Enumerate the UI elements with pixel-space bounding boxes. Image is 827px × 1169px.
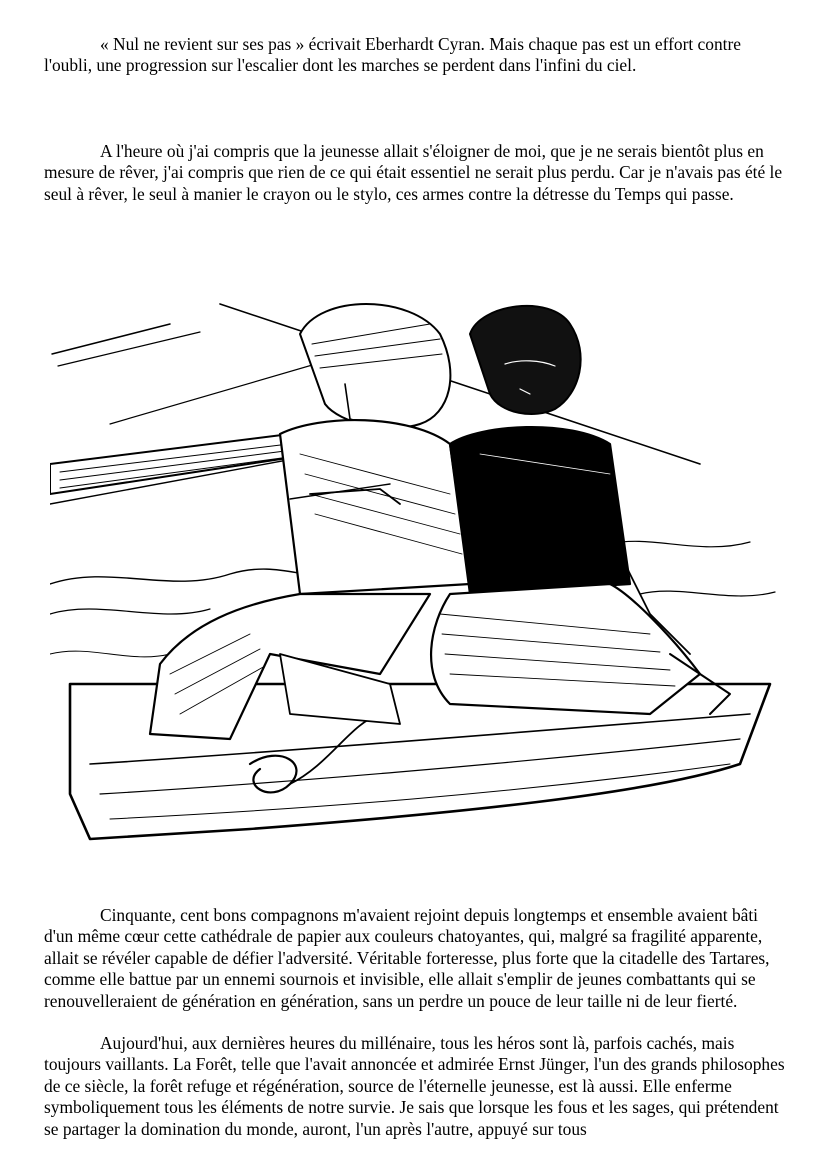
paragraph-1: « Nul ne revient sur ses pas » écrivait Eberhardt Cyran. Mais chaque pas est un effort contre l'oubli, une progression sur l'escalier dont les marches se perdent dans l'infini du ciel. [44, 34, 741, 76]
paragraph-4: Aujourd'hui, aux dernières heures du millénaire, tous les héros sont là, parfois cachés, mais toujours vaillants. La Forêt, telle que l'avait annoncée et admirée Ernst Jünger, l'un des grands philosophes de ce siècle, la forêt refuge et régénération, source de l'éternelle jeunesse, est là aussi. Elle enferme symboliquement tous les éléments de notre survie. Je sais que lorsque les fous et les sages, qui prétendent se partager la domination du monde, auront, l'un après l'autre, appuyé sur tous [44, 1033, 785, 1139]
paragraph-3: Cinquante, cent bons compagnons m'avaient rejoint depuis longtemps et ensemble avaient bâti d'un même cœur cette cathédrale de papier aux couleurs chatoyantes, qui, malgré sa fragilité apparente, allait se révéler capable de défier l'adversité. Véritable forteresse, plus forte que la citadelle des Tartares, comme elle battue par un ennemi sournois et invisible, elle allait s'emplir de jeunes combattants qui se renouvelleraient de génération en génération, sans un perdre un pouce de leur taille ni de leur fierté. [44, 905, 770, 1011]
paragraph-2: A l'heure où j'ai compris que la jeunesse allait s'éloigner de moi, que je ne serais bientôt plus en mesure de rêver, j'ai compris que rien de ce qui était essentiel ne serait plus perdu. Car je n'avais pas été le seul à rêver, le seul à manier le crayon ou le stylo, ces armes contre la détresse du Temps qui passe. [44, 141, 783, 204]
sailboat-drawing [50, 294, 780, 854]
sailboat-illustration [50, 294, 780, 854]
